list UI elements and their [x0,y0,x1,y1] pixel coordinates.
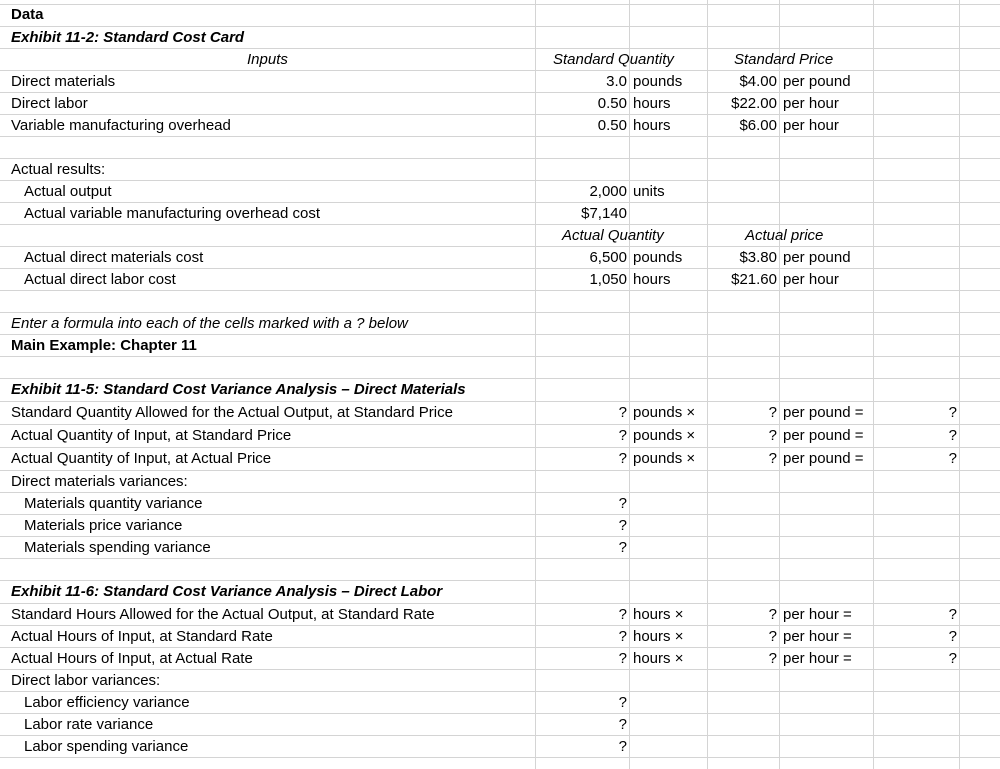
actual-output-unit[interactable]: units [633,183,665,200]
unit-cell[interactable]: hours [633,95,671,112]
inputs-header: Inputs [247,51,288,68]
formula-cell[interactable]: ? [618,628,627,645]
unit-cell[interactable]: per hour = [783,628,852,645]
row-label[interactable]: Direct materials [11,73,116,90]
formula-cell[interactable]: ? [618,650,627,667]
exhibit-materials-title: Exhibit 11-5: Standard Cost Variance Analysis – Direct Materials [11,381,466,398]
variances-label[interactable]: Direct materials variances: [11,473,188,490]
unit-cell[interactable]: per pound = [783,450,864,467]
price-cell[interactable]: $4.00 [739,73,777,90]
variances-label[interactable]: Direct labor variances: [11,672,161,689]
actual-dm-price-unit[interactable]: per pound [783,249,851,266]
formula-cell[interactable]: ? [768,427,777,444]
formula-cell[interactable]: ? [768,606,777,623]
unit-cell[interactable]: per pound = [783,404,864,421]
variance-label[interactable]: Materials spending variance [24,539,211,556]
col-divider [629,0,630,769]
actual-dm-qty[interactable]: 6,500 [589,249,627,266]
formula-cell[interactable]: ? [618,495,627,512]
formula-cell[interactable]: ? [948,450,957,467]
price-cell[interactable]: $22.00 [731,95,777,112]
formula-cell[interactable]: ? [618,716,627,733]
formula-cell[interactable]: ? [618,539,627,556]
actual-dl-price[interactable]: $21.60 [731,271,777,288]
row-label[interactable]: Standard Quantity Allowed for the Actual Output, at Standard Price [11,404,453,421]
actual-dm-qty-unit[interactable]: pounds [633,249,683,266]
actual-voh-value[interactable]: $7,140 [581,205,627,222]
instruction-text: Enter a formula into each of the cells marked with a ? below [11,315,408,332]
formula-cell[interactable]: ? [948,650,957,667]
formula-cell[interactable]: ? [618,738,627,755]
actual-dm-label[interactable]: Actual direct materials cost [24,249,204,266]
formula-cell[interactable]: ? [618,606,627,623]
actual-voh-label[interactable]: Actual variable manufacturing overhead cost [24,205,321,222]
actual-dm-price[interactable]: $3.80 [739,249,777,266]
row-label[interactable]: Actual Quantity of Input, at Standard Price [11,427,292,444]
formula-cell[interactable]: ? [768,650,777,667]
actual-dl-price-unit[interactable]: per hour [783,271,839,288]
price-unit-cell[interactable]: per hour [783,117,839,134]
row-label[interactable]: Direct labor [11,95,88,112]
formula-cell[interactable]: ? [768,404,777,421]
unit-cell[interactable]: pounds [633,73,683,90]
qty-cell[interactable]: 3.0 [606,73,627,90]
formula-cell[interactable]: ? [948,628,957,645]
variance-label[interactable]: Materials price variance [24,517,183,534]
formula-cell[interactable]: ? [768,450,777,467]
unit-cell[interactable]: per hour = [783,650,852,667]
main-example-title: Main Example: Chapter 11 [11,337,197,354]
actual-dl-qty[interactable]: 1,050 [589,271,627,288]
exhibit-labor-title: Exhibit 11-6: Standard Cost Variance Analysis – Direct Labor [11,583,443,600]
price-cell[interactable]: $6.00 [739,117,777,134]
actual-results-label[interactable]: Actual results: [11,161,106,178]
formula-cell[interactable]: ? [948,606,957,623]
formula-cell[interactable]: ? [618,694,627,711]
actual-price-header: Actual price [745,227,824,244]
formula-cell[interactable]: ? [618,450,627,467]
price-unit-cell[interactable]: per hour [783,95,839,112]
row-label[interactable]: Actual Hours of Input, at Standard Rate [11,628,273,645]
unit-cell[interactable]: pounds × [633,404,696,421]
actual-output-value[interactable]: 2,000 [589,183,627,200]
row-label[interactable]: Variable manufacturing overhead [11,117,231,134]
row-label[interactable]: Actual Quantity of Input, at Actual Price [11,450,272,467]
formula-cell[interactable]: ? [768,628,777,645]
actual-qty-header: Actual Quantity [562,227,664,244]
unit-cell[interactable]: per pound = [783,427,864,444]
row-divider [0,4,1000,5]
variance-label[interactable]: Labor efficiency variance [24,694,190,711]
variance-label[interactable]: Materials quantity variance [24,495,203,512]
qty-cell[interactable]: 0.50 [597,95,627,112]
unit-cell[interactable]: hours [633,117,671,134]
actual-dl-label[interactable]: Actual direct labor cost [24,271,176,288]
row-divider [0,180,1000,181]
sheet-title: Data [11,6,44,23]
unit-cell[interactable]: per hour = [783,606,852,623]
unit-cell[interactable]: pounds × [633,450,696,467]
formula-cell[interactable]: ? [618,427,627,444]
formula-cell[interactable]: ? [948,404,957,421]
actual-dl-qty-unit[interactable]: hours [633,271,671,288]
col-divider [959,0,960,769]
price-unit-cell[interactable]: per pound [783,73,851,90]
variance-label[interactable]: Labor spending variance [24,738,189,755]
formula-cell[interactable]: ? [948,427,957,444]
row-divider [0,158,1000,159]
unit-cell[interactable]: pounds × [633,427,696,444]
row-label[interactable]: Actual Hours of Input, at Actual Rate [11,650,253,667]
unit-cell[interactable]: hours × [633,606,684,623]
formula-cell[interactable]: ? [618,517,627,534]
actual-output-label[interactable]: Actual output [24,183,112,200]
variance-label[interactable]: Labor rate variance [24,716,154,733]
col-divider [779,0,780,769]
exhibit-cost-card-title: Exhibit 11-2: Standard Cost Card [11,29,245,46]
unit-cell[interactable]: hours × [633,628,684,645]
std-qty-header: Standard Quantity [553,51,674,68]
std-price-header: Standard Price [734,51,834,68]
row-label[interactable]: Standard Hours Allowed for the Actual Output, at Standard Rate [11,606,435,623]
unit-cell[interactable]: hours × [633,650,684,667]
formula-cell[interactable]: ? [618,404,627,421]
qty-cell[interactable]: 0.50 [597,117,627,134]
